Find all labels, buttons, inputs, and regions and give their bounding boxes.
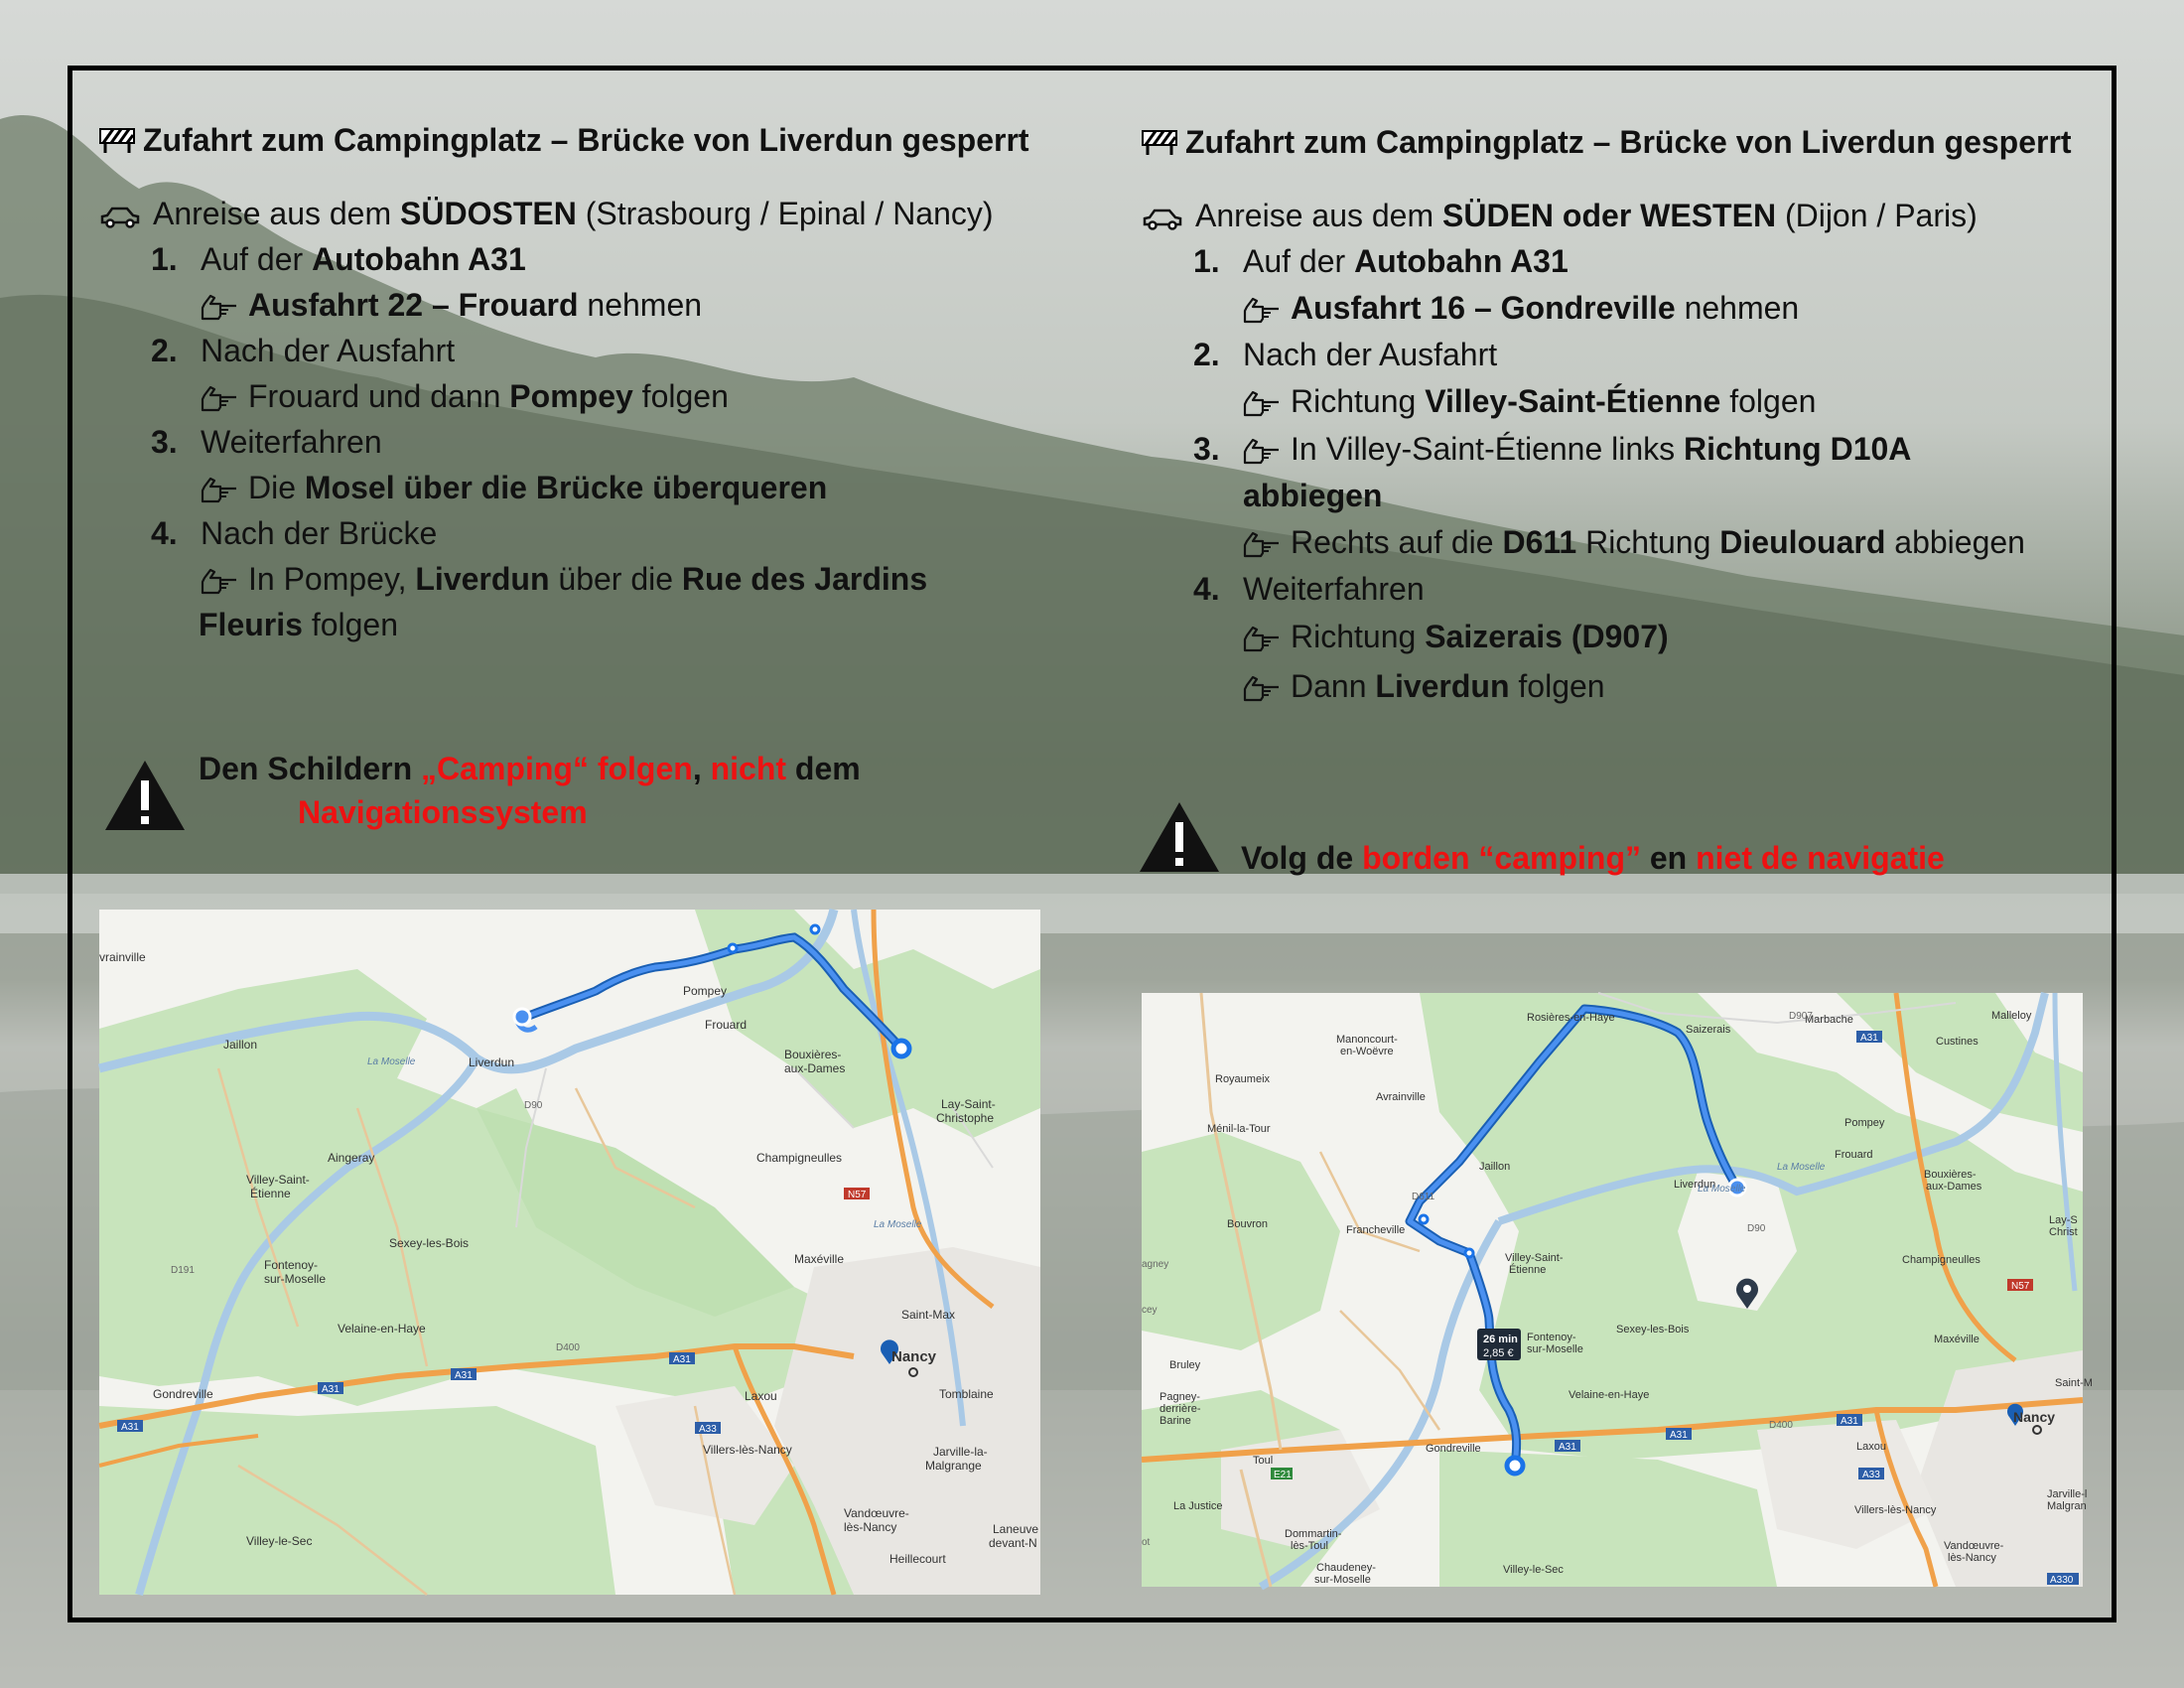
svg-text:Champigneulles: Champigneulles [756,1151,843,1165]
svg-text:aux-Dames: aux-Dames [784,1061,846,1075]
svg-text:Velaine-en-Haye: Velaine-en-Haye [338,1322,426,1336]
svg-text:Chaudeney-: Chaudeney- [1316,1562,1376,1574]
svg-text:aux-Dames: aux-Dames [1926,1181,1982,1193]
pointing-hand-icon [1243,438,1281,466]
pointing-hand-icon [1243,390,1281,418]
svg-text:D907: D907 [1789,1011,1813,1022]
svg-text:Villey-Saint-: Villey-Saint- [246,1173,310,1187]
svg-text:A31: A31 [1559,1442,1576,1453]
svg-text:A330: A330 [2050,1575,2074,1586]
svg-text:Laxou: Laxou [745,1389,777,1403]
svg-text:lès-Nancy: lès-Nancy [1948,1552,1996,1564]
svg-text:Barine: Barine [1160,1415,1191,1427]
left-step-1: 1. Auf der Autobahn A31 [151,241,526,277]
svg-text:Liverdun: Liverdun [1674,1179,1716,1191]
svg-text:agney: agney [1142,1259,1169,1270]
svg-text:Toul: Toul [1253,1455,1274,1467]
svg-text:La Moselle: La Moselle [874,1219,922,1230]
svg-text:La Moselle: La Moselle [1777,1162,1826,1173]
svg-text:Pagney-: Pagney- [1160,1391,1200,1403]
left-lead: Anreise aus dem SÜDOSTEN (Strasbourg / Epinal / Nancy) [99,191,1052,236]
right-sub-3: Rechts auf die D611 Richtung Dieulouard abbiegen [1243,518,2095,566]
svg-text:sur-Moselle: sur-Moselle [1314,1574,1371,1586]
svg-text:Saint-Max: Saint-Max [901,1308,956,1322]
right-title [1142,119,2095,165]
svg-text:La Moselle: La Moselle [367,1056,416,1067]
svg-text:Manoncourt-: Manoncourt- [1336,1034,1398,1046]
right-sub-4b: Dann Liverdun folgen [1243,661,2095,711]
svg-text:A31: A31 [1841,1416,1858,1427]
left-step-3: 3. Weiterfahren [151,424,382,460]
svg-text:Dommartin-: Dommartin- [1285,1528,1342,1540]
right-sub-1: Ausfahrt 16 – Gondreville nehmen [1243,284,2095,332]
svg-text:Vandœuvre-: Vandœuvre- [1944,1540,2004,1552]
svg-text:N57: N57 [848,1190,867,1200]
svg-text:D90: D90 [524,1100,543,1111]
svg-text:A31: A31 [1860,1033,1878,1044]
svg-text:Bouxières-: Bouxières- [784,1048,842,1061]
svg-text:Laneuve: Laneuve [993,1522,1039,1536]
svg-text:A33: A33 [699,1424,717,1435]
svg-text:Saint-M: Saint-M [2055,1377,2093,1389]
pointing-hand-icon [201,568,238,596]
svg-text:Nancy: Nancy [2013,1409,2056,1425]
right-directions [1142,119,2095,711]
svg-text:Ménil-la-Tour: Ménil-la-Tour [1207,1123,1271,1135]
left-title [99,117,1052,163]
svg-text:Velaine-en-Haye: Velaine-en-Haye [1569,1389,1650,1401]
svg-text:Frouard: Frouard [705,1018,748,1032]
right-lead: Anreise aus dem SÜDEN oder WESTEN (Dijon / Paris) [1142,193,2095,238]
svg-text:Champigneulles: Champigneulles [1902,1254,1980,1266]
road-barrier-icon [99,125,135,155]
svg-text:Christophe: Christophe [936,1111,995,1125]
svg-text:Jarville-la-: Jarville-la- [933,1445,988,1459]
left-sub-1: Ausfahrt 22 – Frouard nehmen [201,282,1052,328]
route-duration-badge [1477,1329,1521,1360]
pointing-hand-icon [1243,297,1281,325]
svg-text:Étienne: Étienne [1509,1264,1547,1276]
left-step-4: 4. Nach der Brücke [151,515,438,551]
svg-text:Tomblaine: Tomblaine [939,1387,994,1401]
svg-text:Malleloy: Malleloy [1991,1010,2032,1022]
svg-text:Jarville-l: Jarville-l [2047,1488,2088,1500]
svg-text:Sexey-les-Bois: Sexey-les-Bois [389,1236,470,1250]
svg-text:Maxéville: Maxéville [794,1252,845,1266]
right-title-text: Zufahrt zum Campingplatz – Brücke von Liverdun gesperrt [1185,124,2072,160]
svg-text:Gondreville: Gondreville [153,1387,213,1401]
pointing-hand-icon [201,477,238,504]
svg-text:Saizerais: Saizerais [1686,1024,1731,1036]
left-sub-4: In Pompey, Liverdun über die Rue des Jardins [201,556,1052,602]
left-step-2: 2. Nach der Ausfahrt [151,333,456,368]
svg-text:A31: A31 [121,1422,139,1433]
pointing-hand-icon [1243,675,1281,703]
svg-text:Francheville: Francheville [1346,1224,1406,1236]
svg-text:D90: D90 [1747,1223,1766,1234]
svg-text:vrainville: vrainville [99,950,146,964]
svg-text:Rosières-en-Haye: Rosières-en-Haye [1527,1012,1615,1024]
svg-text:Aingeray: Aingeray [328,1151,375,1165]
right-map-canvas [1142,993,2093,1587]
svg-text:26 min: 26 min [1483,1334,1518,1345]
svg-text:Gondreville: Gondreville [1426,1443,1481,1455]
svg-text:en-Woëvre: en-Woëvre [1340,1046,1394,1057]
svg-text:Christ: Christ [2049,1226,2078,1238]
svg-text:La Justice: La Justice [1173,1500,1223,1512]
right-step-4: 4. Weiterfahren [1193,571,1425,607]
svg-text:Pompey: Pompey [683,984,728,998]
svg-text:Pompey: Pompey [1844,1117,1885,1129]
svg-text:Villers-lès-Nancy: Villers-lès-Nancy [703,1443,792,1457]
svg-text:cey: cey [1142,1305,1158,1316]
car-icon [1142,205,1183,230]
svg-text:Villey-le-Sec: Villey-le-Sec [246,1534,313,1548]
right-step-3: 3. In Villey-Saint-Étienne links Richtung D10A [1193,431,1912,467]
svg-text:Jaillon: Jaillon [223,1038,258,1052]
svg-text:Bouxières-: Bouxières- [1924,1169,1977,1181]
route-end-marker [893,1041,909,1056]
svg-text:Bouvron: Bouvron [1227,1218,1268,1230]
left-route-map[interactable] [99,910,1040,1595]
left-sub-4-cont: Fleuris folgen [199,607,398,642]
svg-text:Malgran: Malgran [2047,1500,2087,1512]
pointing-hand-icon [1243,531,1281,559]
svg-text:Vandœuvre-: Vandœuvre- [844,1506,909,1520]
left-sub-3: Die Mosel über die Brücke überqueren [201,465,1052,510]
left-title-text: Zufahrt zum Campingplatz – Brücke von Liverdun gesperrt [143,122,1029,158]
svg-text:Custines: Custines [1936,1036,1979,1048]
svg-text:sur-Moselle: sur-Moselle [264,1272,327,1286]
left-warning: Den Schildern „Camping“ folgen, nicht dem Navigationssystem [99,747,1052,834]
svg-text:Maxéville: Maxéville [1934,1334,1979,1345]
svg-text:Royaumeix: Royaumeix [1215,1073,1271,1085]
svg-text:sur-Moselle: sur-Moselle [1527,1343,1583,1355]
svg-text:Lay-S: Lay-S [2049,1214,2078,1226]
svg-text:lès-Toul: lès-Toul [1291,1540,1328,1552]
svg-text:Sexey-les-Bois: Sexey-les-Bois [1616,1324,1690,1336]
right-step-3-cont: abbiegen [1243,478,1383,513]
svg-text:devant-N: devant-N [989,1536,1037,1550]
car-icon [99,203,141,228]
right-warning: Volg de borden “camping” en niet de navigatie [1138,800,2091,880]
route-start-marker [514,1009,530,1025]
svg-text:Liverdun: Liverdun [469,1055,515,1069]
svg-text:D400: D400 [1769,1420,1793,1431]
svg-text:La Moselle: La Moselle [1698,1184,1746,1195]
left-map-canvas [99,910,1040,1595]
right-step-2: 2. Nach der Ausfahrt [1193,337,1498,372]
svg-text:Villey-Saint-: Villey-Saint- [1505,1252,1564,1264]
svg-text:A31: A31 [322,1384,340,1395]
svg-text:Avrainville: Avrainville [1376,1091,1426,1103]
svg-text:Marbache: Marbache [1805,1014,1853,1026]
road-barrier-icon [1142,127,1177,157]
svg-text:D611: D611 [1412,1192,1435,1202]
left-sub-2: Frouard und dann Pompey folgen [201,373,1052,419]
svg-text:2,85 €: 2,85 € [1483,1347,1514,1359]
svg-text:D191: D191 [171,1265,195,1276]
svg-text:lès-Nancy: lès-Nancy [844,1520,897,1534]
route-start-marker [1507,1458,1523,1474]
svg-text:Malgrange: Malgrange [925,1459,982,1473]
svg-text:Étienne: Étienne [250,1187,291,1200]
svg-text:Fontenoy-: Fontenoy- [1527,1332,1576,1343]
pointing-hand-icon [201,385,238,413]
svg-text:Bruley: Bruley [1169,1359,1201,1371]
pointing-hand-icon [201,294,238,322]
right-route-map[interactable] [1142,993,2093,1587]
pointing-hand-icon [1243,626,1281,653]
right-sub-2: Richtung Villey-Saint-Étienne folgen [1243,377,2095,425]
svg-text:Nancy: Nancy [891,1348,937,1365]
right-step-1: 1. Auf der Autobahn A31 [1193,243,1569,279]
svg-text:Lay-Saint-: Lay-Saint- [941,1097,996,1111]
left-directions [99,117,1052,647]
svg-text:Jaillon: Jaillon [1479,1161,1511,1173]
svg-text:A31: A31 [1670,1430,1688,1441]
svg-text:ot: ot [1142,1537,1151,1548]
svg-text:N57: N57 [2011,1281,2030,1292]
svg-text:A31: A31 [455,1370,473,1381]
svg-text:Laxou: Laxou [1856,1441,1886,1453]
right-sub-4a: Richtung Saizerais (D907) [1243,612,2095,661]
svg-text:Villey-le-Sec: Villey-le-Sec [1503,1564,1564,1576]
svg-text:Villers-lès-Nancy: Villers-lès-Nancy [1854,1504,1937,1516]
svg-text:A31: A31 [673,1354,691,1365]
svg-text:E21: E21 [1274,1470,1292,1480]
svg-text:derrière-: derrière- [1160,1403,1201,1415]
svg-text:Heillecourt: Heillecourt [889,1552,946,1566]
svg-text:Frouard: Frouard [1835,1149,1873,1161]
svg-text:Fontenoy-: Fontenoy- [264,1258,319,1272]
svg-text:A33: A33 [1862,1470,1880,1480]
svg-text:D400: D400 [556,1342,580,1353]
